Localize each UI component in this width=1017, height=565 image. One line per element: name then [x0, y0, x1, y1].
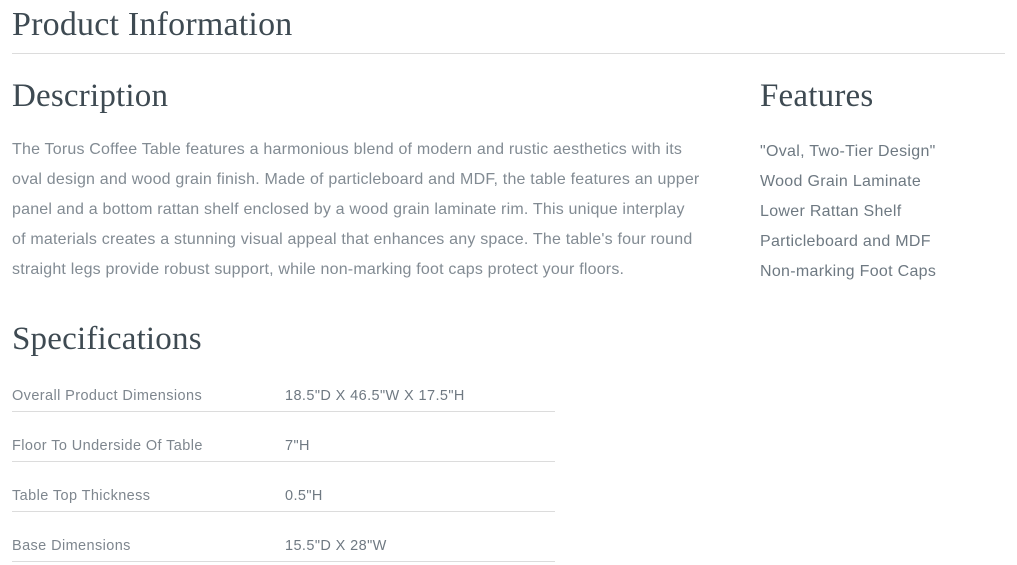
spec-value: 7"H — [285, 438, 310, 454]
spec-row — [12, 462, 555, 512]
spec-label: Base Dimensions — [12, 538, 131, 554]
spec-row — [12, 512, 555, 562]
features-list — [760, 137, 1005, 287]
page-title: Product Information — [12, 6, 1005, 54]
description-heading: Description — [12, 78, 169, 114]
spec-row — [12, 362, 555, 412]
specifications-heading: Specifications — [12, 321, 202, 357]
specifications-section — [12, 321, 1005, 562]
specifications-table — [12, 362, 555, 562]
feature-item: Particleboard and MDF — [760, 233, 931, 250]
feature-item: "Oval, Two-Tier Design" — [760, 143, 936, 160]
spec-label: Table Top Thickness — [12, 488, 151, 504]
spec-value: 18.5"D X 46.5"W X 17.5"H — [285, 388, 465, 404]
feature-item: Lower Rattan Shelf — [760, 203, 902, 220]
features-heading: Features — [760, 78, 874, 114]
spec-value: 15.5"D X 28"W — [285, 538, 387, 554]
description-text: The Torus Coffee Table features a harmonious blend of modern and rustic aesthetics with its oval design and wood grain finish. Made of particleboard and MDF, the table features an upper panel and a bottom rattan shelf enclosed by a wood grain laminate rim. This unique interplay of materials creates a stunning visual appeal that enhances any space. The table's four round straight legs provide robust support, while non-marking foot caps protect your floors. — [12, 141, 700, 278]
spec-value: 0.5"H — [285, 488, 323, 504]
content-columns — [12, 78, 1005, 287]
features-section — [760, 78, 1005, 287]
feature-item: Wood Grain Laminate — [760, 173, 922, 190]
spec-label: Overall Product Dimensions — [12, 388, 203, 404]
spec-row — [12, 412, 555, 462]
spec-label: Floor To Underside Of Table — [12, 438, 203, 454]
feature-item: Non-marking Foot Caps — [760, 263, 937, 280]
description-section — [12, 78, 702, 287]
